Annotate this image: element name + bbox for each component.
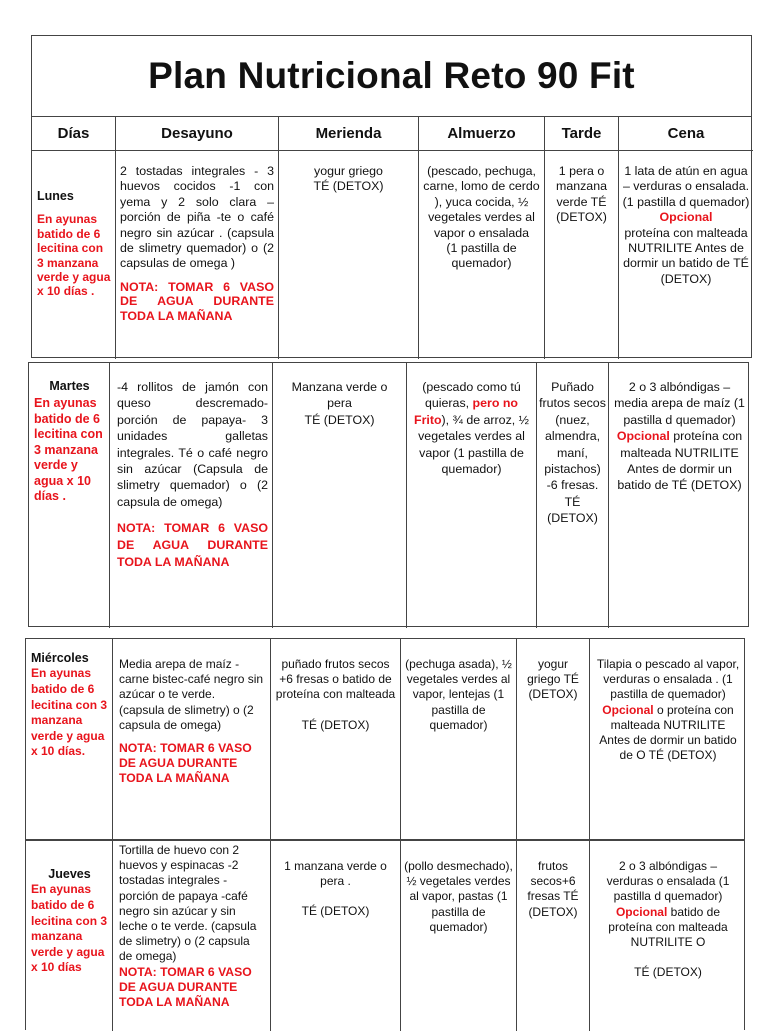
header-almuerzo: Almuerzo bbox=[419, 116, 545, 151]
cena-text2-martes: proteína con malteada NUTRILITE Antes de dormir un batido de TÉ (DETOX) bbox=[617, 429, 743, 493]
desayuno-nota-lunes: NOTA: TOMAR 6 VASO DE AGUA DURANTE TODA LA MAÑANA bbox=[120, 279, 274, 324]
merienda-detox-miercoles: TÉ (DETOX) bbox=[301, 717, 370, 732]
tarde-lunes bbox=[545, 151, 619, 359]
table-block-martes bbox=[28, 362, 749, 627]
desayuno-text-miercoles: Media arepa de maíz - carne bistec-café negro sin azúcar o te verde. bbox=[119, 657, 264, 702]
desayuno-lunes bbox=[116, 151, 279, 359]
almuerzo-jueves bbox=[401, 841, 517, 1031]
cena-text2-jueves: batido de proteína con malteada NUTRILITE O bbox=[608, 904, 728, 950]
cena-text-miercoles: Tilapia o pescado al vapor, verduras o ensalada . (1 pastilla de quemador) bbox=[596, 657, 740, 702]
almuerzo-text-martes: (pescado como tú quieras, bbox=[422, 380, 521, 411]
merienda-text-lunes: yogur griego bbox=[314, 164, 383, 178]
header-tarde: Tarde bbox=[545, 116, 619, 151]
merienda-text-martes: Manzana verde o pera bbox=[291, 380, 388, 411]
header-cena: Cena bbox=[619, 116, 753, 151]
almuerzo-text2-martes: ), ¾ de arroz, ½ vegetales verdes al vapor (1 pastilla de quemador) bbox=[418, 412, 529, 477]
page-title: Plan Nutricional Reto 90 Fit bbox=[148, 55, 635, 96]
desayuno-martes bbox=[110, 363, 273, 628]
day-note-lunes: En ayunas batido de 6 lecitina con 3 manzana verde y agua x 10 días . bbox=[37, 212, 111, 299]
almuerzo-miercoles bbox=[401, 639, 517, 841]
tarde-martes bbox=[537, 363, 609, 628]
almuerzo-text-miercoles: (pechuga asada), ½ vegetales verdes al vapor, lentejas (1 pastilla de quemador) bbox=[405, 657, 512, 732]
header-desayuno: Desayuno bbox=[116, 116, 279, 151]
almuerzo-text-jueves: (pollo desmechado), ½ vegetales verdes al vapor, pastas (1 pastilla de quemador) bbox=[404, 859, 513, 934]
cena-text-martes: 2 o 3 albóndigas – media arepa de maíz (1 pastilla d quemador) bbox=[614, 380, 745, 427]
table-block-miercoles bbox=[25, 638, 745, 840]
cena-opcional-martes: Opcional bbox=[616, 429, 670, 444]
cena-text-jueves: 2 o 3 albóndigas – verduras o ensalada (1 pastilla d quemador) bbox=[606, 859, 730, 904]
tarde-text-martes: Puñado frutos secos (nuez, almendra, maní, pistachos) -6 fresas. TÉ (DETOX) bbox=[539, 380, 606, 526]
header-merienda: Merienda bbox=[279, 116, 419, 151]
cena-jueves bbox=[590, 841, 746, 1031]
day-note-martes: En ayunas batido de 6 lecitina con 3 manzana verde y agua x 10 días . bbox=[34, 396, 103, 504]
cena-opcional-jueves: Opcional bbox=[615, 904, 668, 919]
cena-detox-jueves: TÉ (DETOX) bbox=[634, 965, 702, 980]
cena-lunes bbox=[619, 151, 753, 359]
cena-text-lunes: 1 lata de atún en agua – verduras o ensalada. (1 pastilla d quemador) bbox=[622, 164, 750, 209]
tarde-text-jueves: frutos secos+6 fresas TÉ (DETOX) bbox=[527, 859, 579, 919]
desayuno-miercoles bbox=[113, 639, 271, 841]
day-cell-miercoles bbox=[26, 639, 113, 841]
desayuno-text-jueves: Tortilla de huevo con 2 huevos y espinacas -2 tostadas integrales -porción de papaya -café negro sin azúcar y sin leche o te verde. (capsula de slimetry) o (2 capsula de omega) bbox=[119, 843, 257, 964]
desayuno-nota-miercoles: NOTA: TOMAR 6 VASO DE AGUA DURANTE TODA LA MAÑANA bbox=[119, 741, 252, 786]
cena-text2-miercoles: o proteína con malteada NUTRILITE Antes de dormir un batido de O TÉ (DETOX) bbox=[599, 702, 737, 763]
merienda-text-jueves: 1 manzana verde o pera . bbox=[284, 859, 387, 889]
merienda-text-miercoles: puñado frutos secos +6 fresas o batido de proteína con malteada bbox=[275, 657, 396, 702]
desayuno-nota-jueves: NOTA: TOMAR 6 VASO DE AGUA DURANTE TODA LA MAÑANA bbox=[119, 964, 252, 1009]
tarde-text-lunes: 1 pera o manzana verde TÉ (DETOX) bbox=[556, 164, 607, 225]
almuerzo-nofrito-martes: pero no Frito bbox=[414, 396, 518, 427]
merienda-miercoles bbox=[271, 639, 401, 841]
desayuno-text-lunes: 2 tostadas integrales - 3 huevos cocidos -1 con yema y 2 solo clara –porción de piña -te o café negro sin azúcar . (capsula de slimetry quemador) o (2 capsulas de omega ) bbox=[120, 164, 274, 271]
day-name-lunes: Lunes bbox=[37, 189, 74, 203]
day-cell-lunes bbox=[32, 151, 116, 359]
day-note-jueves: En ayunas batido de 6 lecitina con 3 manzana verde y agua x 10 días bbox=[31, 882, 108, 975]
table-block-lunes bbox=[31, 35, 752, 358]
cena-martes bbox=[609, 363, 750, 628]
almuerzo-martes bbox=[407, 363, 537, 628]
desayuno-text-martes: -4 rollitos de jamón con queso descremado- porción de papaya- 3 unidades galletas integrales. Té o café negro sin azúcar (Capsula de slimetry quemador) o (2 capsula de omega) bbox=[117, 380, 268, 509]
title-row bbox=[32, 36, 751, 117]
tarde-text-miercoles: yogur griego TÉ (DETOX) bbox=[527, 657, 579, 702]
day-name-martes: Martes bbox=[49, 379, 90, 393]
merienda-detox-martes: TÉ (DETOX) bbox=[304, 412, 375, 427]
desayuno-jueves bbox=[113, 841, 271, 1031]
merienda-detox-jueves: TÉ (DETOX) bbox=[301, 904, 370, 919]
cena-opcional-lunes: Opcional bbox=[659, 210, 713, 225]
day-cell-jueves bbox=[26, 841, 113, 1031]
header-dias: Días bbox=[32, 116, 116, 151]
cena-miercoles bbox=[590, 639, 746, 841]
merienda-detox-lunes: TÉ (DETOX) bbox=[313, 179, 384, 194]
day-note-miercoles: En ayunas batido de 6 lecitina con 3 manzana verde y agua x 10 días. bbox=[31, 666, 108, 759]
desayuno-nota-martes: NOTA: TOMAR 6 VASO DE AGUA DURANTE TODA LA MAÑANA bbox=[117, 521, 268, 569]
table-block-jueves bbox=[25, 840, 745, 1030]
day-name-jueves: Jueves bbox=[48, 867, 91, 881]
day-cell-martes bbox=[29, 363, 110, 628]
tarde-jueves bbox=[517, 841, 590, 1031]
almuerzo-quemador-lunes: (1 pastilla de quemador) bbox=[446, 241, 517, 271]
day-name-miercoles: Miércoles bbox=[31, 651, 89, 665]
merienda-martes bbox=[273, 363, 407, 628]
desayuno-text2-miercoles: (capsula de slimetry) o (2 capsula de omega) bbox=[119, 702, 254, 732]
almuerzo-text-lunes: (pescado, pechuga, carne, lomo de cerdo ), yuca cocida, ½ vegetales verdes al vapor o ensalada bbox=[423, 164, 540, 240]
cena-opcional-miercoles: Opcional bbox=[602, 702, 654, 717]
cena-text2-lunes: proteína con malteada NUTRILITE Antes de dormir un batido de TÉ (DETOX) bbox=[623, 225, 749, 286]
merienda-lunes bbox=[279, 151, 419, 359]
almuerzo-lunes bbox=[419, 151, 545, 359]
tarde-miercoles bbox=[517, 639, 590, 841]
merienda-jueves bbox=[271, 841, 401, 1031]
